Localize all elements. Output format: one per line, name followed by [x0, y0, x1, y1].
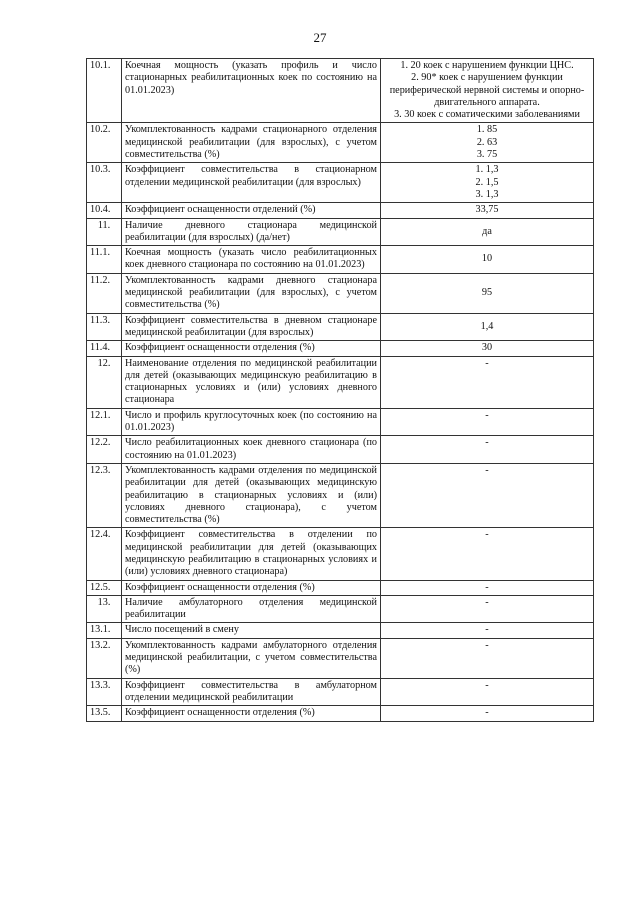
row-value-line: - — [485, 437, 489, 449]
row-value — [381, 595, 594, 623]
table-row — [87, 203, 594, 218]
table-row — [87, 436, 594, 464]
row-value-line: 30 — [481, 342, 493, 354]
row-value-line: - — [485, 581, 489, 593]
row-number: 11. — [87, 218, 122, 246]
table-row — [87, 463, 594, 527]
row-value-line: да — [482, 225, 492, 237]
row-value-line: - — [485, 357, 489, 369]
table-row — [87, 623, 594, 638]
row-number: 13.1. — [87, 623, 122, 638]
row-value-line: 2. 63 — [476, 136, 498, 148]
row-value — [381, 463, 594, 527]
row-description: Коэффициент совместительства в амбулаторном отделении медицинской реабилитации — [122, 678, 381, 706]
row-value — [381, 341, 594, 356]
row-number: 12.2. — [87, 436, 122, 464]
row-description: Укомплектованность кадрами дневного стационара медицинской реабилитации (для взрослых), с учетом совместительства (%) — [122, 273, 381, 313]
row-value-line: - — [485, 639, 489, 651]
row-number: 11.1. — [87, 246, 122, 274]
row-value-line: 2. 90* коек с нарушением функции периферической нервной системы и опорно-двигательного аппарата. — [389, 72, 585, 108]
row-value-line: 3. 1,3 — [475, 188, 499, 200]
row-value — [381, 706, 594, 721]
row-value — [381, 580, 594, 595]
table-row — [87, 273, 594, 313]
row-value — [381, 123, 594, 163]
row-value — [381, 356, 594, 408]
row-number: 12. — [87, 356, 122, 408]
row-description: Коэффициент оснащенности отделения (%) — [122, 341, 381, 356]
row-description: Число реабилитационных коек дневного стационара (по состоянию на 01.01.2023) — [122, 436, 381, 464]
row-description: Наличие дневного стационара медицинской реабилитации (для взрослых) (да/нет) — [122, 218, 381, 246]
row-description: Коэффициент оснащенности отделений (%) — [122, 203, 381, 218]
table-row — [87, 706, 594, 721]
row-value — [381, 246, 594, 274]
table-row — [87, 408, 594, 436]
row-number: 10.3. — [87, 163, 122, 203]
row-value-line: 3. 75 — [476, 149, 498, 161]
row-number: 11.2. — [87, 273, 122, 313]
table-row — [87, 246, 594, 274]
row-value — [381, 436, 594, 464]
table-row — [87, 356, 594, 408]
table-row — [87, 595, 594, 623]
row-value-line: - — [485, 679, 489, 691]
row-description: Наименование отделения по медицинской реабилитации для детей (оказывающих медицинскую реабилитацию в стационарных условиях и (или) условиях дневного стационара — [122, 356, 381, 408]
row-value — [381, 203, 594, 218]
row-number: 11.4. — [87, 341, 122, 356]
row-number: 11.3. — [87, 313, 122, 341]
row-description: Коэффициент совместительства в дневном стационаре медицинской реабилитации (для взрослых) — [122, 313, 381, 341]
table-row — [87, 341, 594, 356]
row-description: Число и профиль круглосуточных коек (по состоянию на 01.01.2023) — [122, 408, 381, 436]
row-description: Коечная мощность (указать число реабилитационных коек дневного стационара по состоянию на 01.01.2023) — [122, 246, 381, 274]
table-row — [87, 218, 594, 246]
table-row — [87, 163, 594, 203]
row-description: Укомплектованность кадрами амбулаторного отделения медицинской реабилитации, с учетом совместительства (%) — [122, 638, 381, 678]
row-number: 12.5. — [87, 580, 122, 595]
table-body — [87, 59, 594, 722]
table-row — [87, 678, 594, 706]
row-value — [381, 623, 594, 638]
row-value — [381, 408, 594, 436]
row-number: 13.5. — [87, 706, 122, 721]
row-value-line: 1. 20 коек с нарушением функции ЦНС. — [400, 60, 574, 71]
row-value — [381, 218, 594, 246]
row-value-line: 95 — [481, 287, 493, 299]
table-row — [87, 528, 594, 580]
row-value-line: 33,75 — [475, 204, 499, 216]
row-value-line: 3. 30 коек с соматическими заболеваниями — [394, 109, 580, 121]
row-number: 13. — [87, 595, 122, 623]
row-number: 10.2. — [87, 123, 122, 163]
table-row — [87, 59, 594, 123]
row-value — [381, 313, 594, 341]
row-number: 13.2. — [87, 638, 122, 678]
row-value-line: - — [485, 596, 489, 608]
row-value-line: - — [485, 707, 489, 719]
row-description: Укомплектованность кадрами стационарного отделения медицинской реабилитации (для взрослых), с учетом совместительства (%) — [122, 123, 381, 163]
row-value-line: 1. 85 — [476, 124, 498, 136]
row-value — [381, 678, 594, 706]
row-description: Коэффициент оснащенности отделения (%) — [122, 580, 381, 595]
row-description: Укомплектованность кадрами отделения по медицинской реабилитации для детей (оказывающих медицинскую реабилитацию в стационарных условиях и (или) условиях дневного стационара), с учетом совместительства (%) — [122, 463, 381, 527]
page-number: 27 — [313, 30, 327, 45]
row-description: Коэффициент совместительства в стационарном отделении медицинской реабилитации (для взрослых) — [122, 163, 381, 203]
row-number: 12.1. — [87, 408, 122, 436]
row-description: Число посещений в смену — [122, 623, 381, 638]
row-number: 13.3. — [87, 678, 122, 706]
data-table — [86, 58, 594, 722]
row-value-line: 1. 1,3 — [475, 164, 499, 176]
row-value — [381, 638, 594, 678]
row-description: Коэффициент оснащенности отделения (%) — [122, 706, 381, 721]
row-value-line: - — [485, 409, 489, 421]
row-number: 12.3. — [87, 463, 122, 527]
row-value-line: 1,4 — [480, 320, 494, 332]
table-row — [87, 123, 594, 163]
row-description: Коэффициент совместительства в отделении по медицинской реабилитации для детей (оказывающих медицинскую реабилитацию в стационарных условиях и (или) условиях дневного стационара) — [122, 528, 381, 580]
row-value — [381, 273, 594, 313]
row-description: Наличие амбулаторного отделения медицинской реабилитации — [122, 595, 381, 623]
row-value — [381, 163, 594, 203]
row-value-line: - — [485, 529, 489, 541]
row-value-line: 10 — [481, 253, 493, 265]
row-number: 10.4. — [87, 203, 122, 218]
row-description: Коечная мощность (указать профиль и число стационарных реабилитационных коек по состоянию на 01.01.2023) — [122, 59, 381, 123]
table-row — [87, 580, 594, 595]
row-value — [381, 528, 594, 580]
row-value — [381, 59, 594, 123]
row-value-line: - — [485, 464, 489, 476]
table-row — [87, 638, 594, 678]
row-value-line: - — [485, 624, 489, 636]
table-row — [87, 313, 594, 341]
row-number: 12.4. — [87, 528, 122, 580]
row-number: 10.1. — [87, 59, 122, 123]
row-value-line: 2. 1,5 — [475, 176, 499, 188]
